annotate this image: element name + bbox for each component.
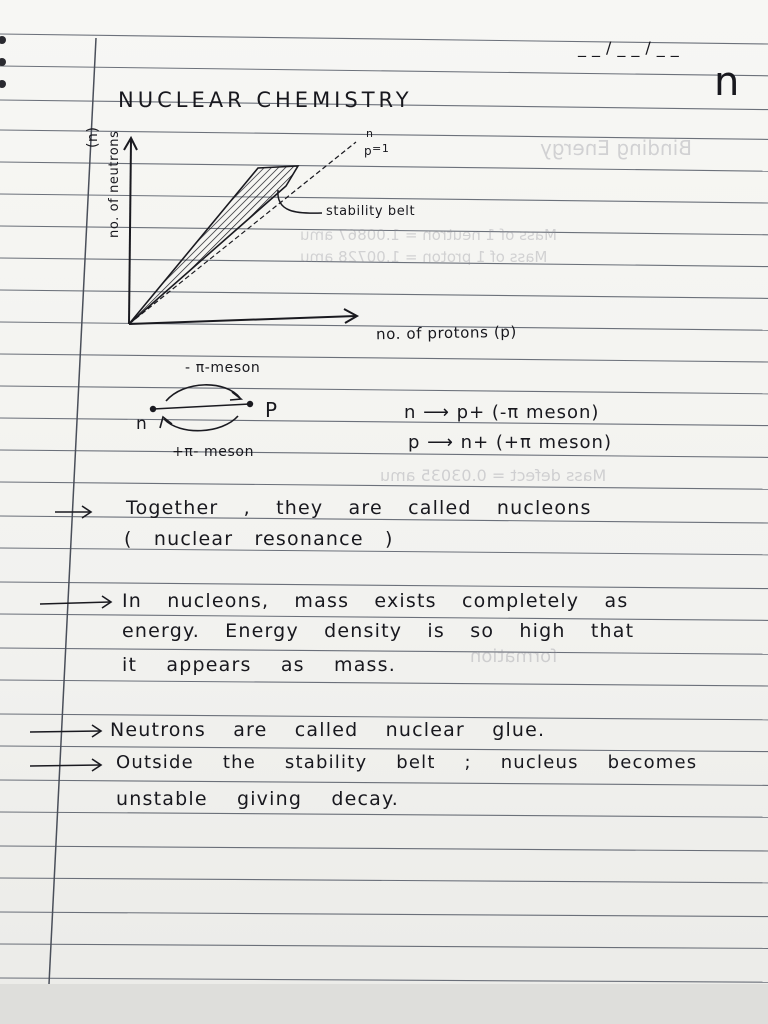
x-axis: [129, 316, 356, 324]
n-p-ratio-line: [129, 142, 356, 324]
ratio-denominator: p: [364, 144, 373, 158]
y-axis: [129, 140, 131, 324]
equation-proton: p ⟶ n+ (+π meson): [408, 432, 612, 453]
note-mass-line-1: In nucleons, mass exists completely as: [122, 590, 629, 612]
bleed-text: Mass of 1 neutron = 1.00867 amu: [300, 226, 557, 244]
note-nucleons: Together , they are called nucleons: [126, 497, 592, 519]
corner-letter: n: [714, 59, 740, 105]
meson-bottom-label: +π- meson: [172, 444, 255, 460]
meson-top-label: - π-meson: [185, 360, 261, 376]
note-mass-line-2: energy. Energy density is so high that: [122, 620, 635, 642]
date-field: __/__/__: [578, 38, 685, 57]
bleed-text: Binding Energy: [540, 136, 692, 160]
note-decay: unstable giving decay.: [116, 788, 399, 810]
proton-symbol: P: [265, 398, 278, 422]
proton-dot: [247, 401, 253, 407]
stability-belt-label: stability belt: [326, 204, 416, 219]
y-axis-symbol: (n): [85, 126, 101, 148]
y-axis-label: no. of neutrons: [107, 130, 122, 238]
meson-arc-bottom: [164, 416, 238, 431]
note-arrows: [30, 506, 111, 771]
ratio-value: =1: [372, 142, 390, 155]
belt-pointer: [278, 190, 322, 213]
equation-neutron: n ⟶ p+ (-π meson): [404, 402, 600, 423]
note-nuclear-glue: Neutrons are called nuclear glue.: [110, 719, 546, 741]
note-nuclear-resonance: ( nuclear resonance ): [124, 528, 394, 550]
bleed-text: Mass of 1 proton = 1.00728 amu: [300, 248, 548, 266]
x-axis-label: no. of protons (p): [375, 322, 518, 344]
ratio-numerator: n: [366, 127, 374, 140]
meson-link: [153, 404, 250, 409]
bleed-text: formation: [470, 646, 558, 667]
neutron-symbol: n: [136, 414, 147, 434]
page-title: NUCLEAR CHEMISTRY: [118, 88, 413, 112]
bleed-text: Mass defect = 0.03035 amu: [380, 466, 607, 485]
note-stability-belt: Outside the stability belt ; nucleus becomes: [116, 752, 698, 773]
stability-belt: [129, 166, 298, 324]
meson-arc-bottom-arrow: [160, 417, 172, 428]
meson-arc-top: [166, 385, 240, 401]
note-mass-line-3: it appears as mass.: [122, 654, 396, 676]
neutron-dot: [150, 406, 156, 412]
